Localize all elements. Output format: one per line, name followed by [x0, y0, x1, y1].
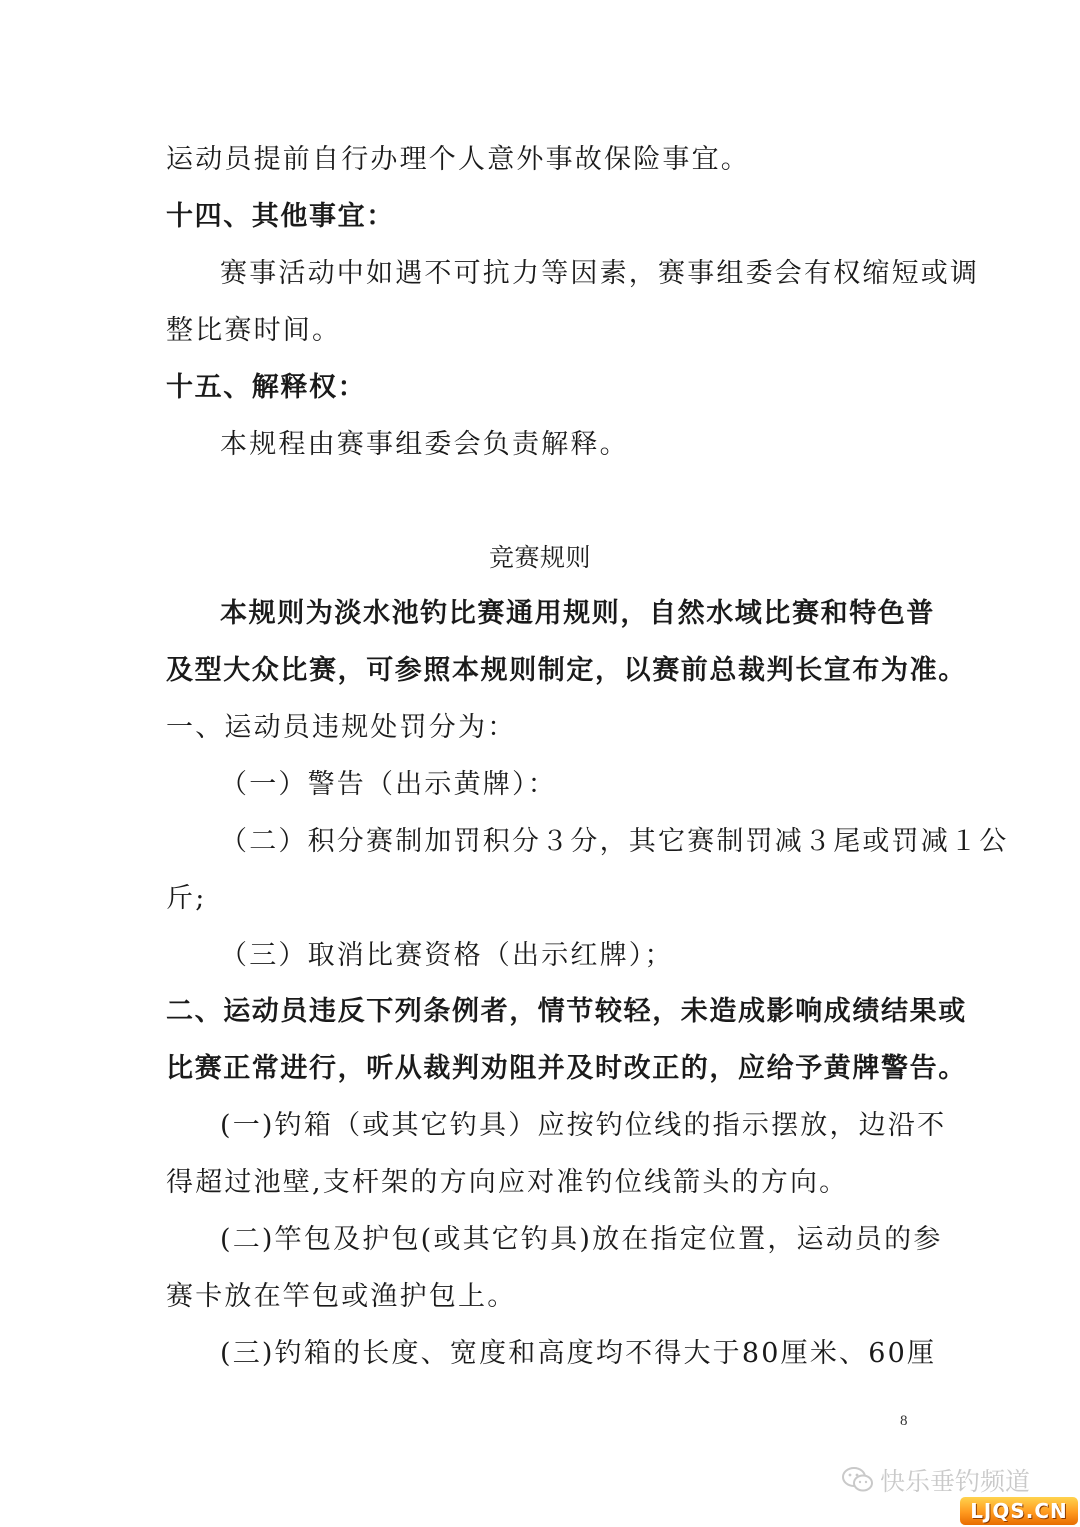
rules-title: 竞赛规则 — [489, 543, 592, 572]
text-line: (三)钓箱的长度、宽度和高度均不得大于80厘米、60厘 — [220, 1338, 937, 1369]
section-heading: 十五、解释权： — [166, 372, 367, 403]
page-number: 8 — [900, 1413, 908, 1429]
text-line: 得超过池壁,支杆架的方向应对准钓位线箭头的方向。 — [166, 1167, 849, 1198]
text-line: （二）积分赛制加罚积分３分，其它赛制罚减３尾或罚减１公 — [220, 826, 1009, 857]
site-logo-badge: LJQS.CN — [960, 1497, 1078, 1525]
section-heading: 十四、其他事宜： — [166, 201, 395, 232]
text-line: 整比赛时间。 — [166, 315, 342, 346]
text-line: (二)竿包及护包(或其它钓具)放在指定位置，运动员的参 — [220, 1224, 943, 1255]
text-line: (一)钓箱（或其它钓具）应按钓位线的指示摆放，边沿不 — [220, 1110, 947, 1141]
text-line: 本规则为淡水池钓比赛通用规则，自然水域比赛和特色普 — [220, 598, 935, 629]
text-line: 斤; — [166, 883, 207, 914]
wechat-icon — [842, 1466, 874, 1494]
text-line: （三）取消比赛资格（出示红牌）； — [220, 940, 674, 971]
text-line: 赛卡放在竿包或渔护包上。 — [166, 1281, 517, 1312]
section-heading: 二、运动员违反下列条例者，情节较轻，未造成影响成绩结果或 — [166, 996, 967, 1027]
watermark-text: 快乐垂钓频道 — [880, 1467, 1031, 1496]
text-line: 比赛正常进行，听从裁判劝阻并及时改正的，应给予黄牌警告。 — [166, 1053, 967, 1084]
text-line: （一）警告（出示黄牌）： — [220, 769, 557, 800]
watermark — [842, 1462, 1030, 1498]
section-heading: 一、运动员违规处罚分为： — [166, 712, 517, 743]
text-line: 赛事活动中如遇不可抗力等因素，赛事组委会有权缩短或调 — [220, 258, 980, 289]
text-line: 及型大众比赛，可参照本规则制定，以赛前总裁判长宣布为准。 — [166, 655, 967, 686]
text-line: 本规程由赛事组委会负责解释。 — [220, 429, 629, 460]
text-line: 运动员提前自行办理个人意外事故保险事宜。 — [166, 144, 750, 175]
